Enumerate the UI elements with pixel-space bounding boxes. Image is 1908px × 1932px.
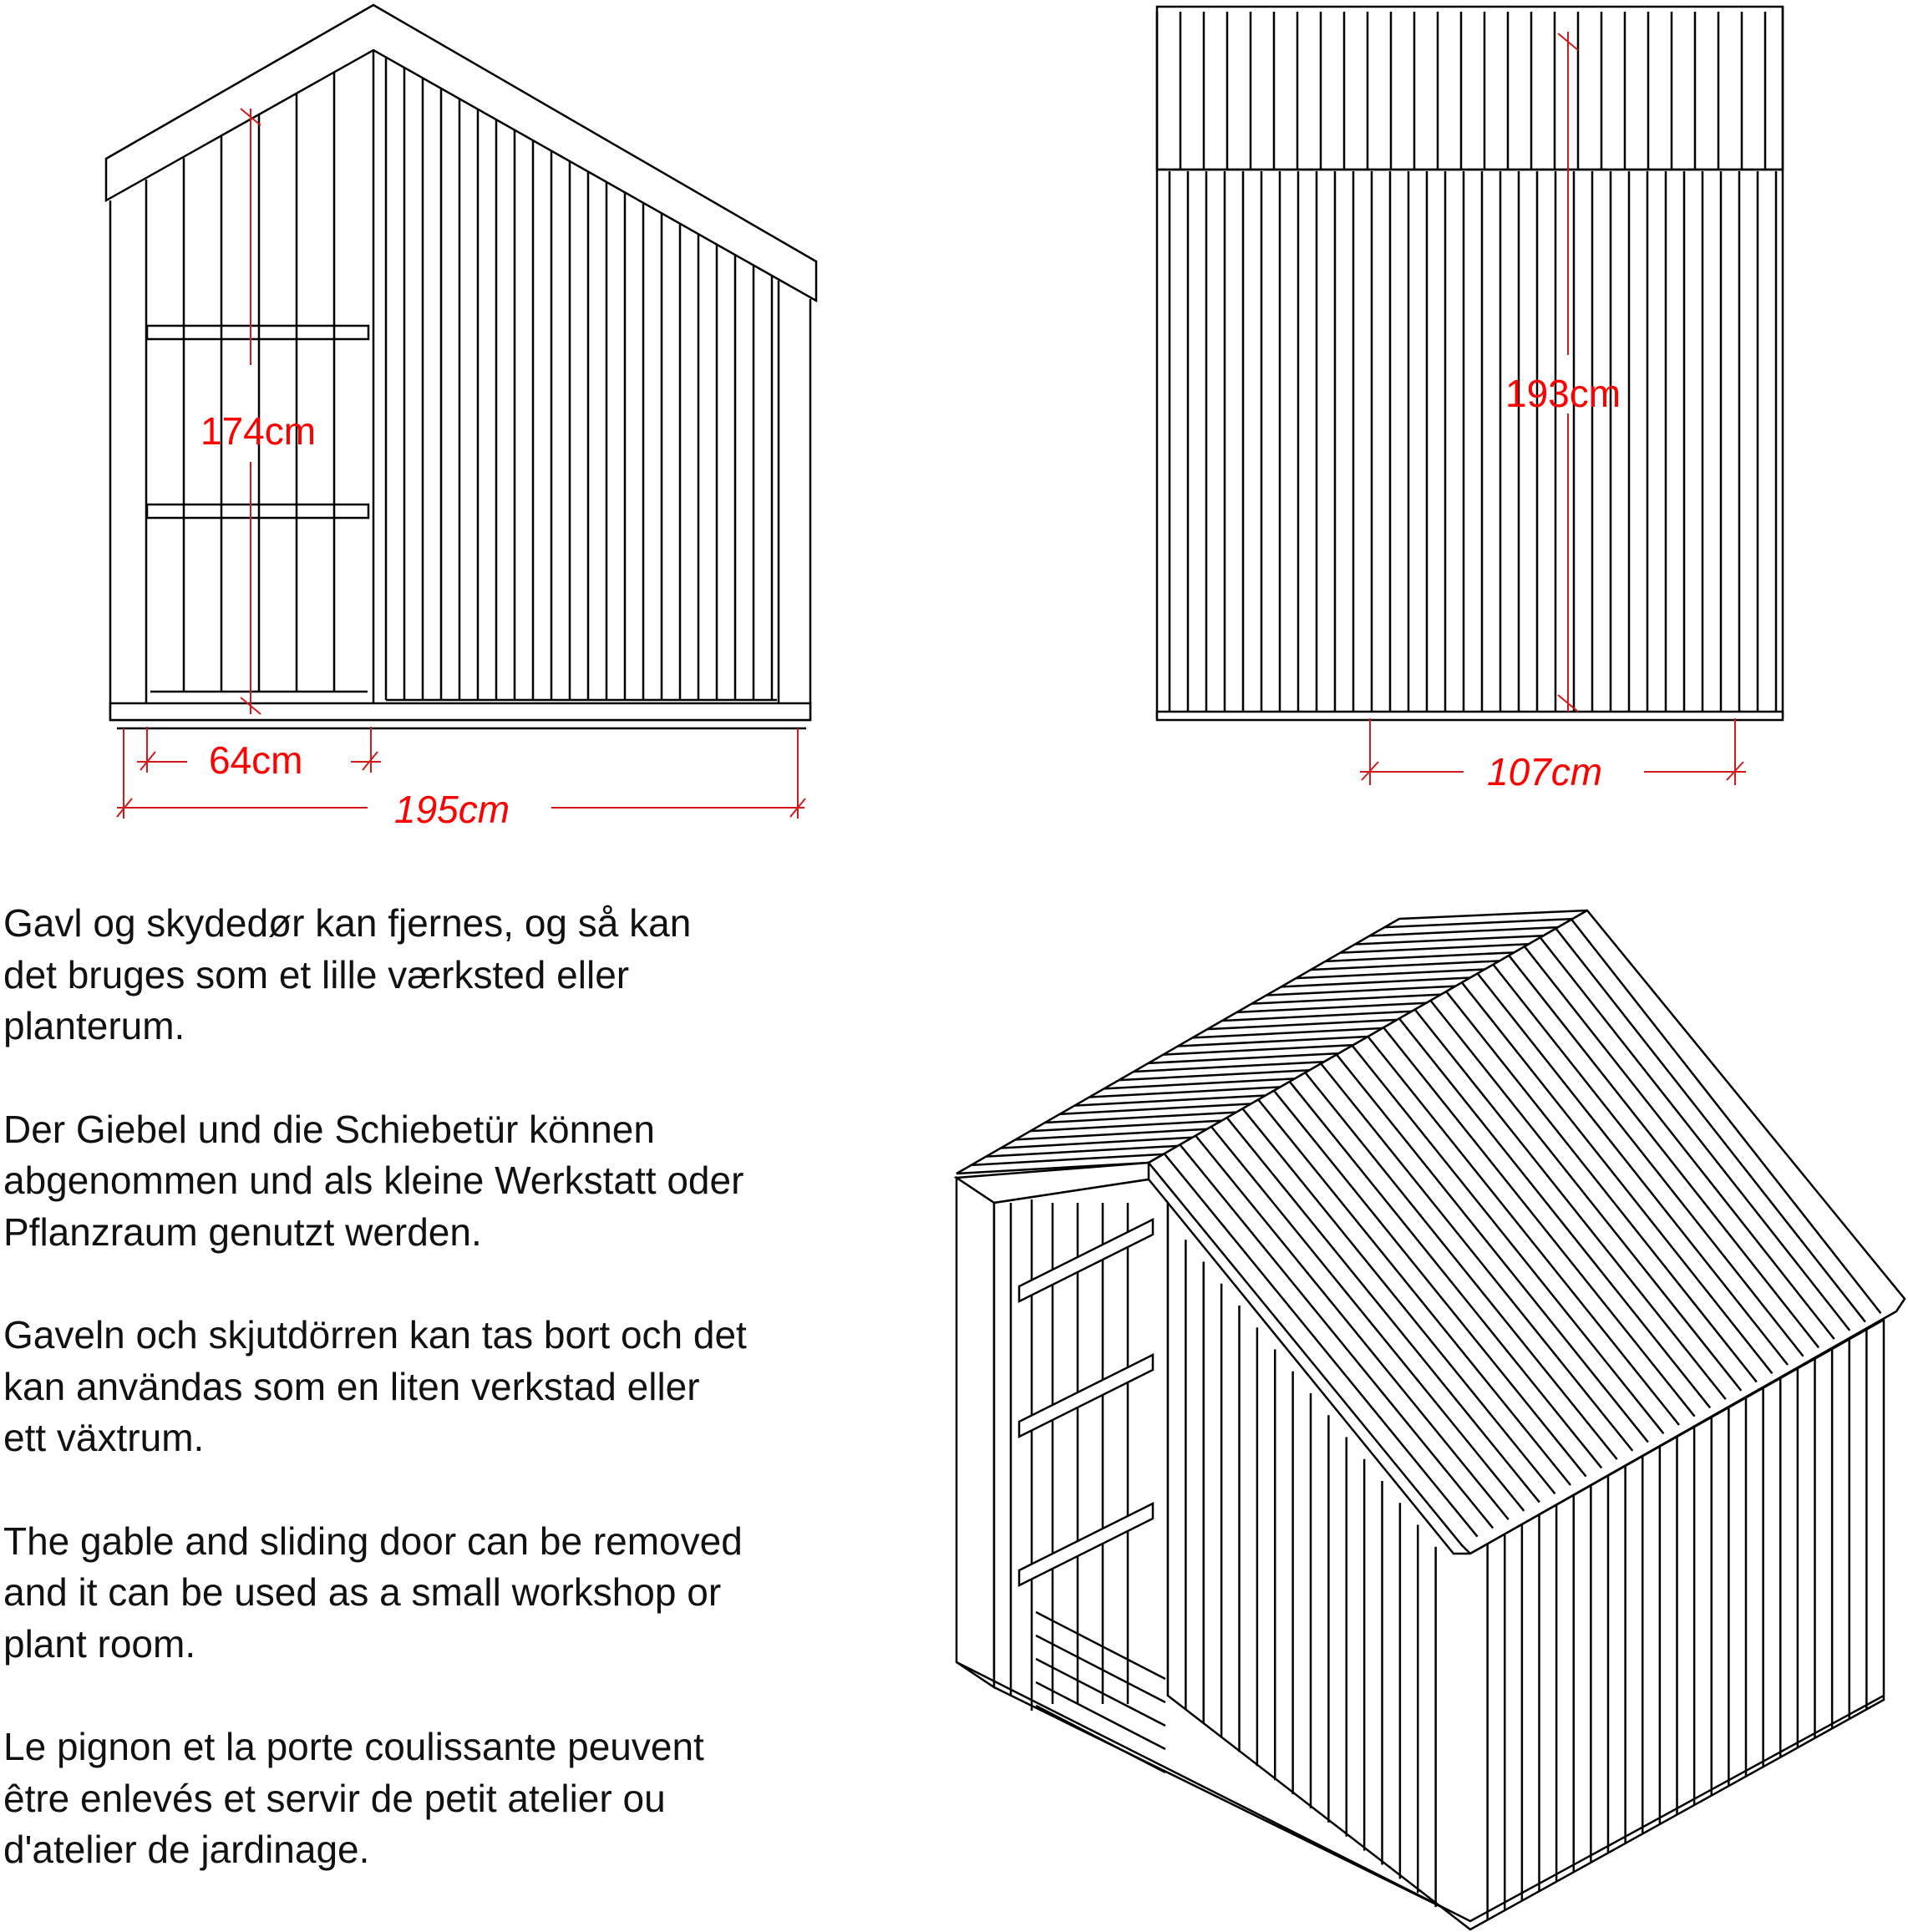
description-text xyxy=(3,898,872,1928)
dim-label-193: 193cm xyxy=(1505,372,1621,415)
isometric-view xyxy=(957,910,1905,1929)
dim-side-width xyxy=(1360,718,1746,794)
side-base xyxy=(1157,712,1783,720)
dim-label-107: 107cm xyxy=(1487,750,1603,794)
description-de: Der Giebel und die Schiebetür können abgenommen und als kleine Werkstatt oder Pflanzraum genutzt werden. xyxy=(3,1107,744,1254)
description-en: The gable and sliding door can be removed and it can be used as a small workshop or plant room. xyxy=(3,1519,743,1666)
description-fr: Le pignon et la porte coulissante peuvent être enlevés et servir de petit atelier ou d'atelier de jardinage. xyxy=(3,1725,704,1871)
front-elevation xyxy=(106,5,816,831)
dim-label-64: 64cm xyxy=(209,738,303,782)
side-elevation xyxy=(1157,7,1783,794)
dim-door-width xyxy=(137,727,381,782)
description-da: Gavl og skydedør kan fjernes, og så kan det bruges som et lille værksted eller planterum. xyxy=(3,901,692,1047)
side-cladding xyxy=(1170,171,1776,712)
front-base xyxy=(110,703,810,720)
door-boards xyxy=(184,72,334,692)
dim-label-174: 174cm xyxy=(200,409,317,453)
iso-left-post xyxy=(957,1178,994,1687)
dim-label-195: 195cm xyxy=(394,788,510,831)
description-sv: Gaveln och skjutdörren kan tas bort och det kan användas som en liten verkstad eller ett växtrum. xyxy=(3,1313,747,1459)
front-roof xyxy=(106,5,816,301)
